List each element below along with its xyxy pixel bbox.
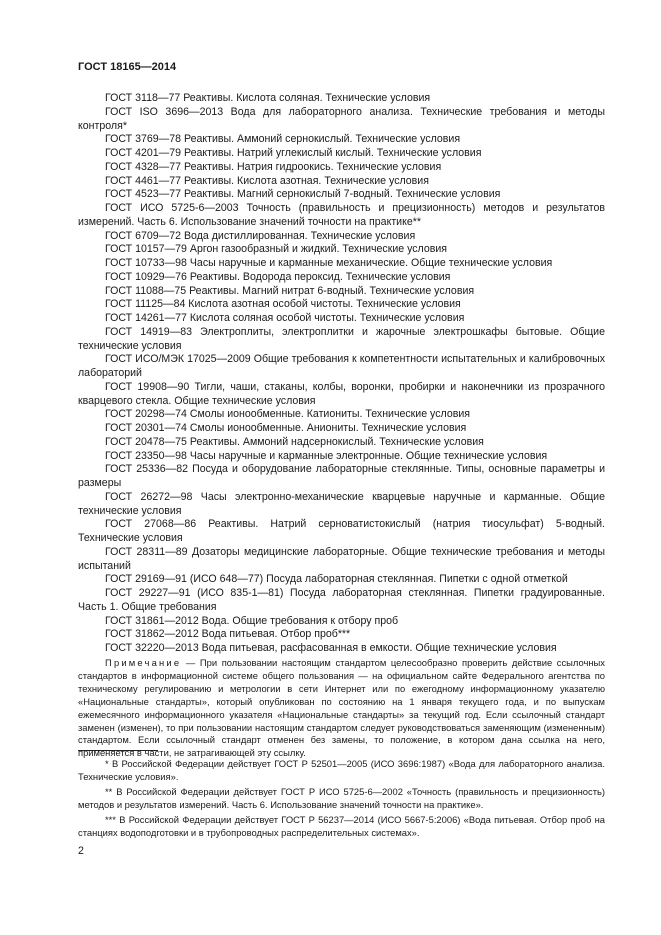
reference-item: ГОСТ 14919—83 Электроплиты, электроплитки и жарочные электрошкафы бытовые. Общие технические условия — [78, 325, 605, 352]
reference-item: ГОСТ 29227—91 (ИСО 835-1—81) Посуда лабораторная стеклянная. Пипетки градуированные. Часть 1. Общие требования — [78, 587, 605, 613]
footnote-item: * В Российской Федерации действует ГОСТ Р 52501—2005 (ИСО 3696:1987) «Вода для лабораторного анализа. Технические условия». — [78, 758, 605, 782]
reference-item: ГОСТ 3769—78 Реактивы. Аммоний сернокислый. Технические условия — [105, 133, 461, 146]
note-text: При пользовании настоящим стандартом целесообразно проверить действие ссылочных стандартов в информационной системе общего пользования — на официальном сайте Федерального агентства по техническому регулированию и метрологии в сети Интернет или по ежегодному информационному указателю «Национальные стандарты», который опубликован по состоянию на 1 января текущего года, и по выпускам ежемесячного информационного указателя «Национальные стандарты» за текущий год. Если ссылочный стандарт заменен (изменен), то при пользовании настоящим стандартом следует руководствоваться заменяющим (измененным) стандартом. Если ссылочный стандарт отменен без замены, то положение, в котором дана ссылка на него, применяется в части, не затрагивающей эту ссылку. — [78, 657, 605, 759]
reference-item: ГОСТ 4523—77 Реактивы. Магний сернокислый 7-водный. Технические условия — [105, 188, 501, 201]
reference-item: ГОСТ 26272—98 Часы электронно-механические кварцевые наручные и карманные. Общие технические условия — [78, 490, 605, 517]
reference-item: ГОСТ 20478—75 Реактивы. Аммоний надсернокислый. Технические условия — [105, 435, 484, 448]
reference-item: ГОСТ 10929—76 Реактивы. Водорода пероксид. Технические условия — [105, 270, 451, 283]
footnotes — [78, 758, 605, 841]
reference-item: ГОСТ 27068—86 Реактивы. Натрий серноватистокислый (натрия тиосульфат) 5-водный. Технические условия — [78, 518, 605, 544]
note-dash: — — [181, 657, 200, 668]
reference-item: ГОСТ 25336—82 Посуда и оборудование лабораторные стеклянные. Типы, основные параметры и размеры — [78, 463, 605, 489]
reference-item: ГОСТ ISO 3696—2013 Вода для лабораторного анализа. Технические требования и методы контроля* — [78, 105, 605, 132]
footnote-item: *** В Российской Федерации действует ГОСТ Р 56237—2014 (ИСО 5667-5:2006) «Вода питьевая. Отбор проб на станциях водоподготовки и в трубопроводных распределительных системах». — [78, 813, 605, 838]
reference-item: ГОСТ 10733—98 Часы наручные и карманные механические. Общие технические условия — [105, 257, 553, 269]
reference-item: ГОСТ 31862—2012 Вода питьевая. Отбор проб*** — [105, 628, 351, 641]
reference-item: ГОСТ 4201—79 Реактивы. Натрий углекислый кислый. Технические условия — [105, 147, 482, 159]
reference-item: ГОСТ 4461—77 Реактивы. Кислота азотная. Технические условия — [105, 174, 429, 187]
reference-item: ГОСТ 20298—74 Смолы ионообменные. Катиониты. Технические условия — [105, 408, 471, 421]
reference-item: ГОСТ 3118—77 Реактивы. Кислота соляная. Технические условия — [105, 92, 431, 104]
reference-item: ГОСТ ИСО 5725-6—2003 Точность (правильность и прецизионность) методов и результатов измерений. Часть 6. Использование значений точности на практике** — [78, 202, 605, 228]
reference-item: ГОСТ 28311—89 Дозаторы медицинские лабораторные. Общие технические требования и методы испытаний — [78, 545, 605, 572]
reference-item: ГОСТ 4328—77 Реактивы. Натрия гидроокись. Технические условия — [105, 160, 442, 173]
reference-item: ГОСТ 31861—2012 Вода. Общие требования к отбору проб — [105, 614, 399, 627]
reference-item: ГОСТ 6709—72 Вода дистиллированная. Технические условия — [105, 229, 416, 242]
reference-item: ГОСТ 32220—2013 Вода питьевая, расфасованная в емкости. Общие технические условия — [105, 642, 557, 654]
page-header-title: ГОСТ 18165—2014 — [78, 61, 177, 73]
footnote-divider — [78, 750, 158, 751]
page-number: 2 — [78, 845, 84, 857]
reference-item: ГОСТ 20301—74 Смолы ионообменные. Аниониты. Технические условия — [105, 422, 467, 434]
note-paragraph — [78, 657, 605, 760]
reference-item: ГОСТ 11088—75 Реактивы. Магний нитрат 6-водный. Технические условия — [105, 284, 475, 297]
normative-references-list — [78, 92, 605, 656]
footnote-item: ** В Российской Федерации действует ГОСТ Р ИСО 5725-6—2002 «Точность (правильность и прецизионность) методов и результатов измерений. Часть 6. Использование значений точности на практике». — [78, 785, 605, 810]
note-label: Примечание — [105, 657, 182, 668]
reference-item: ГОСТ 19908—90 Тигли, чаши, стаканы, колбы, воронки, пробирки и наконечники из прозрачного кварцевого стекла. Общие технические условия — [78, 380, 605, 407]
reference-item: ГОСТ 11125—84 Кислота азотная особой чистоты. Технические условия — [105, 298, 461, 311]
reference-item: ГОСТ 23350—98 Часы наручные и карманные электронные. Общие технические условия — [105, 449, 548, 462]
reference-item: ГОСТ 10157—79 Аргон газообразный и жидкий. Технические условия — [105, 243, 448, 256]
reference-item: ГОСТ 29169—91 (ИСО 648—77) Посуда лабораторная стеклянная. Пипетки с одной отметкой — [105, 573, 568, 586]
reference-item: ГОСТ 14261—77 Кислота соляная особой чистоты. Технические условия — [105, 312, 465, 324]
reference-item: ГОСТ ИСО/МЭК 17025—2009 Общие требования к компетентности испытательных и калибровочных лабораторий — [78, 353, 605, 379]
